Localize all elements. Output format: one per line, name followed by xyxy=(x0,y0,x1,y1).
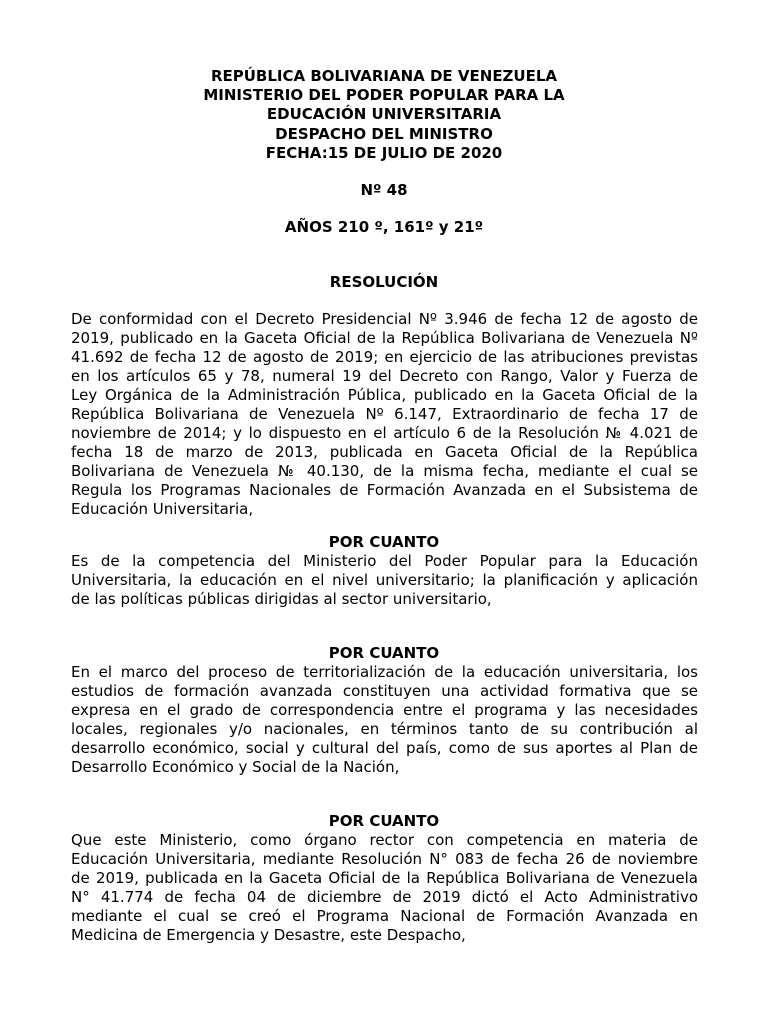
header-ministry-cont: EDUCACIÓN UNIVERSITARIA xyxy=(266,105,502,124)
text-line: estudios de formación avanzada constituyen una actividad formativa que se xyxy=(71,682,698,700)
header-ministry: MINISTERIO DEL PODER POPULAR PARA LA xyxy=(203,86,565,105)
section-paragraph xyxy=(71,552,698,609)
text-line: 2019, publicado en la Gaceta Oficial de la República Bolivariana de Venezuela Nº xyxy=(71,329,698,347)
text-line: noviembre de 2014; y lo dispuesto en el artículo 6 de la Resolución № 4.021 de xyxy=(71,424,698,442)
text-line: Ley Orgánica de la Administración Pública, publicado en la Gaceta Oficial de la xyxy=(71,386,698,404)
text-line: Universitaria, la educación en el nivel universitario; la planificación y aplicación xyxy=(71,571,698,589)
years-line: AÑOS 210 º, 161º y 21º xyxy=(284,218,484,236)
text-line: Educación Universitaria, mediante Resolución N° 083 de fecha 26 de noviembre xyxy=(71,850,698,868)
text-line: Regula los Programas Nacionales de Formación Avanzada en el Subsistema de xyxy=(71,481,698,499)
text-line: de las políticas públicas dirigidas al sector universitario, xyxy=(71,590,492,608)
text-line: desarrollo económico, social y cultural del país, como de sus aportes al Plan de xyxy=(71,739,698,757)
text-line: República Bolivariana de Venezuela Nº 6.147, Extraordinario de fecha 17 de xyxy=(71,405,698,423)
text-line: locales, regionales y/o nacionales, en términos tanto de su contribución al xyxy=(71,720,698,738)
document-header xyxy=(0,67,768,163)
header-office: DESPACHO DEL MINISTRO xyxy=(275,124,493,143)
text-line: Bolivariana de Venezuela № 40.130, de la misma fecha, mediante el cual se xyxy=(71,462,698,480)
text-line: Es de la competencia del Ministerio del Poder Popular para la Educación xyxy=(71,552,698,570)
section-heading: POR CUANTO xyxy=(328,812,440,830)
resolution-title: RESOLUCIÓN xyxy=(329,273,439,291)
text-line: mediante el cual se creó el Programa Nacional de Formación Avanzada en xyxy=(71,907,698,925)
text-line: En el marco del proceso de territorialización de la educación universitaria, los xyxy=(71,663,698,681)
section-heading: POR CUANTO xyxy=(328,644,440,662)
text-line: De conformidad con el Decreto Presidencial Nº 3.946 de fecha 12 de agosto de xyxy=(71,310,698,328)
text-line: Medicina de Emergencia y Desastre, este Despacho, xyxy=(71,926,466,944)
text-line: 41.692 de fecha 12 de agosto de 2019; en ejercicio de las atribuciones previstas xyxy=(71,348,698,366)
text-line: expresa en el grado de correspondencia entre el programa y las necesidades xyxy=(71,701,698,719)
text-line: Que este Ministerio, como órgano rector con competencia en materia de xyxy=(71,831,698,849)
section-paragraph xyxy=(71,831,698,945)
text-line: fecha 18 de marzo de 2013, publicada en Gaceta Oficial de la República xyxy=(71,443,698,461)
section-paragraph xyxy=(71,663,698,777)
text-line: en los artículos 65 y 78, numeral 19 del Decreto con Rango, Valor y Fuerza de xyxy=(71,367,698,385)
resolution-number: Nº 48 xyxy=(360,181,408,199)
section-heading: POR CUANTO xyxy=(328,533,440,551)
text-line: de 2019, publicada en la Gaceta Oficial de la República Bolivariana de Venezuela xyxy=(71,869,698,887)
text-line: Educación Universitaria, xyxy=(71,500,254,518)
header-republic: REPÚBLICA BOLIVARIANA DE VENEZUELA xyxy=(210,67,558,85)
text-line: Desarrollo Económico y Social de la Nación, xyxy=(71,758,400,776)
preamble-paragraph xyxy=(71,310,698,519)
text-line: N° 41.774 de fecha 04 de diciembre de 2019 dictó el Acto Administrativo xyxy=(71,888,698,906)
header-date: FECHA:15 DE JULIO DE 2020 xyxy=(265,143,503,162)
